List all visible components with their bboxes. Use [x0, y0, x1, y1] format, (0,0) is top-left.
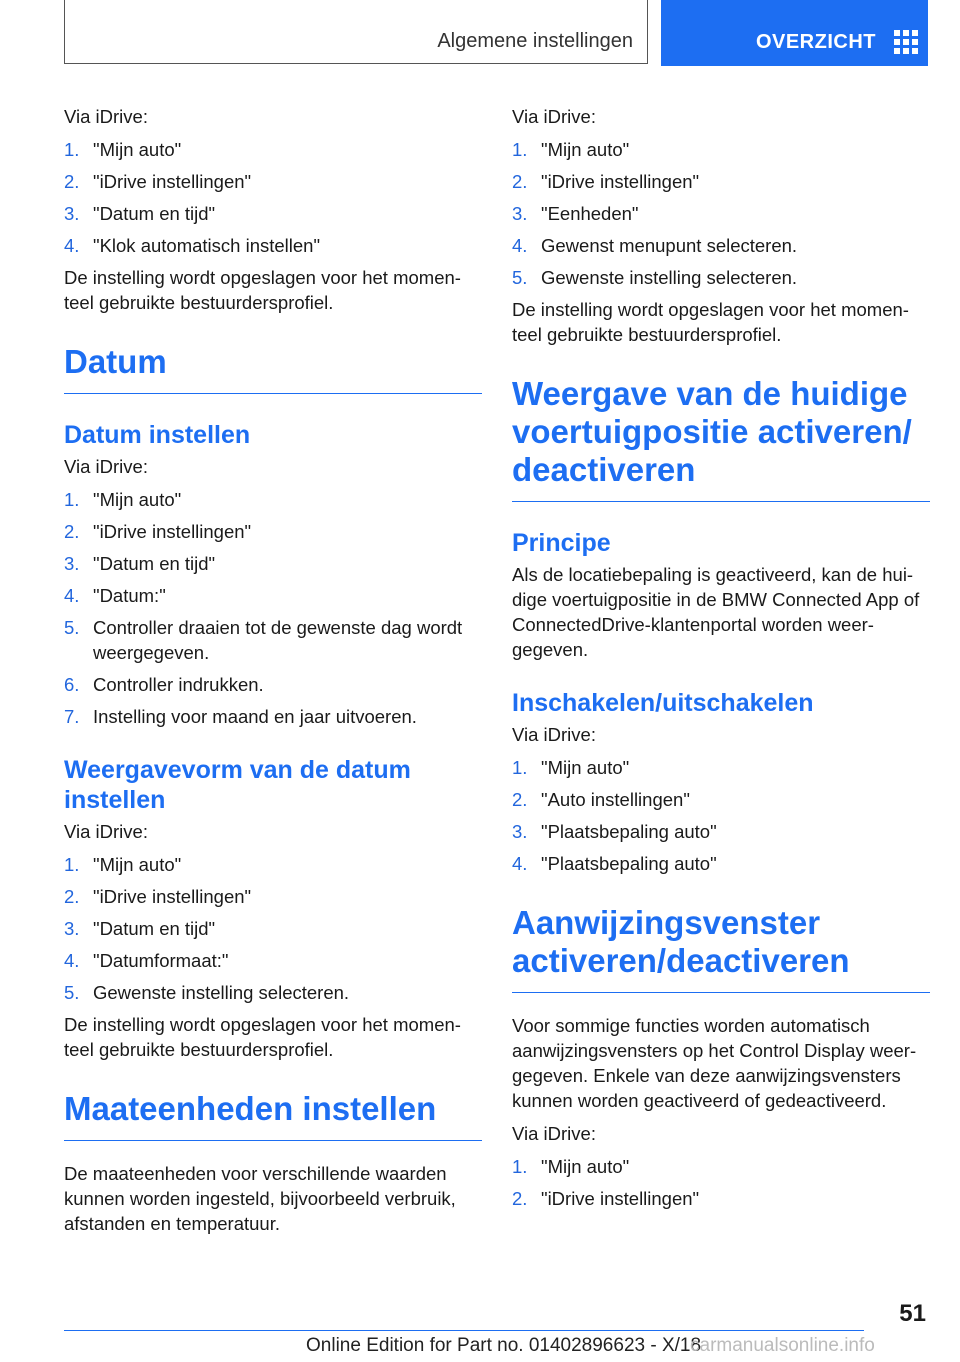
steps-list: [512, 1154, 930, 1211]
steps-list: [512, 755, 930, 876]
footer-divider: [64, 1330, 864, 1331]
list-item: 4. Gewenst menupunt selecteren.: [512, 235, 798, 256]
heading-inschakelen: Inschakelen/uitschakelen: [512, 689, 814, 717]
note-text: De instelling wordt opgeslagen voor het momen- teel gebruikte bestuurdersprofiel.: [64, 1014, 461, 1060]
list-item: 2. "iDrive instellingen": [64, 886, 252, 907]
via-idrive-text: Via iDrive:: [512, 1123, 596, 1144]
overview-button[interactable]: [661, 0, 928, 66]
principe-text: Als de locatiebepaling is geactiveerd, kan de hui- dige voertuigpositie in de BMW Connected App of ConnectedDrive-klantenportal worden weer- gegeven.: [512, 564, 920, 660]
list-item: 1. "Mijn auto": [64, 139, 182, 160]
grid-icon: [894, 30, 918, 54]
via-idrive-text: Via iDrive:: [64, 821, 148, 842]
page-header: [64, 0, 928, 66]
list-item: 3. "Datum en tijd": [64, 203, 216, 224]
list-item: 1. "Mijn auto": [512, 757, 630, 778]
page-number: 51: [899, 1300, 926, 1327]
heading-datum-instellen: Datum instellen: [64, 421, 251, 449]
list-item: 4. "Plaatsbepaling auto": [512, 853, 717, 874]
list-item: 3. "Datum en tijd": [64, 918, 216, 939]
steps-list: [64, 137, 482, 258]
steps-list: [64, 852, 482, 1005]
header-title-box: [64, 0, 648, 64]
list-item: 2. "Auto instellingen": [512, 789, 690, 810]
note-text: De instelling wordt opgeslagen voor het momen- teel gebruikte bestuurdersprofiel.: [512, 299, 909, 345]
list-item: 7. Instelling voor maand en jaar uitvoeren.: [64, 706, 417, 727]
list-item: 1. "Mijn auto": [512, 1156, 630, 1177]
list-item: 4. "Klok automatisch instellen": [64, 235, 321, 256]
via-idrive-text: Via iDrive:: [64, 456, 148, 477]
list-item: 2. "iDrive instellingen": [512, 1188, 700, 1209]
heading-maateenheden: Maateenheden instellen: [64, 1090, 482, 1141]
right-column: [512, 104, 930, 1218]
list-item: 1. "Mijn auto": [512, 139, 630, 160]
list-item: 3. "Datum en tijd": [64, 553, 216, 574]
list-item: 6. Controller indrukken.: [64, 674, 264, 695]
note-text: De instelling wordt opgeslagen voor het momen- teel gebruikte bestuurdersprofiel.: [64, 267, 461, 313]
list-item: 3. "Eenheden": [512, 203, 639, 224]
list-item: 5. Controller draaien tot de gewenste dag wordt weergegeven.: [64, 617, 463, 663]
list-item: 4. "Datumformaat:": [64, 950, 229, 971]
edition-text: Online Edition for Part no. 01402896623 - X/18: [306, 1335, 702, 1356]
list-item: 2. "iDrive instellingen": [64, 521, 252, 542]
maateenheden-text: De maateenheden voor verschillende waarden kunnen worden ingesteld, bijvoorbeeld verbruik, afstanden en temperatuur.: [64, 1163, 456, 1234]
heading-weergave: Weergave van de huidige voertuigpositie activeren/ deactiveren: [512, 375, 930, 502]
via-idrive-text: Via iDrive:: [512, 724, 596, 745]
heading-principe: Principe: [512, 529, 611, 557]
header-title: Algemene instellingen: [437, 30, 633, 52]
list-item: 5. Gewenste instelling selecteren.: [64, 982, 350, 1003]
list-item: 5. Gewenste instelling selecteren.: [512, 267, 798, 288]
list-item: 2. "iDrive instellingen": [512, 171, 700, 192]
list-item: 1. "Mijn auto": [64, 489, 182, 510]
list-item: 3. "Plaatsbepaling auto": [512, 821, 717, 842]
steps-list: [64, 487, 482, 729]
watermark-text: carmanualsonline.info: [690, 1335, 875, 1356]
heading-weergavevorm: Weergavevorm van de datum instellen: [64, 756, 411, 814]
heading-aanwijzingsvenster: Aanwijzingsvenster activeren/deactiveren: [512, 904, 930, 993]
left-column: [64, 104, 482, 1244]
overview-label: OVERZICHT: [755, 30, 876, 53]
aanwijzing-text: Voor sommige functies worden automatisch aanwijzingsvensters op het Control Display weer- gegeven. Enkele van deze aanwijzingsvensters kunnen worden geactiveerd of gedeactiveerd.: [512, 1015, 917, 1111]
list-item: 1. "Mijn auto": [64, 854, 182, 875]
via-idrive-text: Via iDrive:: [64, 106, 148, 127]
steps-list: [512, 137, 930, 290]
list-item: 4. "Datum:": [64, 585, 166, 606]
via-idrive-text: Via iDrive:: [512, 106, 596, 127]
heading-datum: Datum: [64, 343, 482, 394]
list-item: 2. "iDrive instellingen": [64, 171, 252, 192]
